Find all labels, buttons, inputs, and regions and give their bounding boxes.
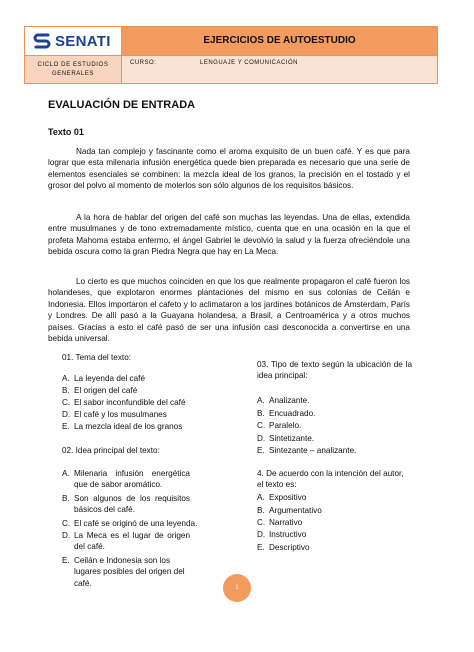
question-1-option-a[interactable] [62, 373, 252, 384]
option-key: B. [257, 506, 265, 515]
question-1-option-b[interactable] [62, 385, 252, 396]
option-key: D. [62, 410, 71, 419]
option-text: El origen del café [74, 386, 138, 395]
paragraph-3: Lo cierto es que muchos coinciden en que los que realmente propagaron el café fueron los holandeses, que explotaron enormes plantaciones del mismo en sus colonias de Ceilán e Indonesia. Ellos importaron el cafeto y lo aclimataron a los jardines botánicos de Ámsterdam, París y Londres. De allí pasó a la Guayana holandesa, a Brasil, a Centroamérica y a otros muchos países. Gracias a esto el café pasó de ser una infusión casi desconocida a convertirse en una bebida universal. [48, 277, 410, 344]
option-text: Narrativo [269, 518, 303, 527]
page-title: EVALUACIÓN DE ENTRADA [48, 99, 196, 111]
option-key: D. [257, 434, 266, 443]
option-text: Son algunos de los requisitos básicos del café. [74, 494, 190, 515]
question-2-label: 02. Idea principal del texto: [62, 446, 160, 455]
question-1-label: 01. Tema del texto: [62, 353, 132, 362]
option-text: El sabor inconfundible del café [74, 398, 186, 407]
question-3-option-b[interactable] [257, 408, 407, 419]
question-3-option-c[interactable] [257, 420, 407, 431]
document-header [24, 26, 438, 84]
question-3-option-a[interactable] [257, 395, 407, 406]
question-2-option-d[interactable] [62, 530, 190, 553]
text-subheading: Texto 01 [48, 127, 84, 137]
option-text: Sintezante – analizante. [269, 446, 357, 455]
option-key: B. [257, 409, 265, 418]
option-text: Paralelo. [269, 421, 302, 430]
logo-text: SENATI [55, 33, 111, 50]
question-3-option-e[interactable] [257, 445, 417, 456]
option-text: La Meca es el lugar de origen del café. [74, 531, 190, 552]
curso-cell [122, 56, 437, 83]
paragraph-2: A la hora de hablar del origen del café son muchas las leyendas. Una de ellas, extendida entre musulmanes y de tono extremadamente místico, cuenta que en una ocasión en la que el profeta Mahoma estaba enfermo, el ángel Gabriel le devolvió la salud y la fuerza ofreciéndole una bebida oscura como la gran Piedra Negra que hay en La Meca. [48, 213, 410, 257]
option-key: B. [62, 386, 70, 395]
question-4-option-c[interactable] [257, 517, 407, 528]
option-key: D. [257, 530, 266, 539]
option-key: C. [257, 421, 266, 430]
question-4-option-d[interactable] [257, 529, 407, 540]
option-key: D. [62, 531, 71, 540]
logo-cell [25, 27, 122, 56]
page-number: 1 [223, 574, 251, 602]
option-text: El café y los musulmanes [74, 410, 167, 419]
option-text: La leyenda del café [74, 374, 146, 383]
option-key: A. [62, 374, 70, 383]
curso-value: LENGUAJE Y COMUNICACIÓN [200, 60, 298, 66]
question-1-option-c[interactable] [62, 397, 252, 408]
option-text: Analizante. [269, 396, 310, 405]
option-text: Descriptivo [269, 543, 310, 552]
option-text: Milenaria infusión energética que de sabor aromático. [74, 469, 190, 490]
question-2-option-a[interactable] [62, 468, 190, 491]
question-4-option-a[interactable] [257, 492, 407, 503]
option-key: A. [257, 396, 265, 405]
option-key: E. [257, 543, 265, 552]
option-text: Encuadrado. [269, 409, 316, 418]
option-text: Sintetizante. [269, 434, 315, 443]
ciclo-label [25, 61, 121, 79]
option-key: C. [62, 398, 71, 407]
senati-logo-icon [32, 32, 52, 50]
ciclo-line-1: CICLO DE ESTUDIOS [37, 62, 109, 68]
paragraph-1: Nada tan complejo y fascinante como el aroma exquisito de un buen café. Y es que para lograr que esta milenaria infusión energética quede bien preparada es necesario que una serie de elementos esenciales se combinen: la mezcla ideal de los granos, la precisión en el tostado y el grosor del polvo al momento de molerlos son sólo algunos de los requisitos básicos. [48, 147, 410, 191]
question-2-option-c[interactable] [62, 518, 252, 529]
option-key: C. [257, 518, 266, 527]
option-text: La mezcla ideal de los granos [74, 422, 183, 431]
question-4-option-b[interactable] [257, 505, 407, 516]
question-4-option-e[interactable] [257, 542, 407, 553]
ciclo-cell [25, 56, 122, 83]
question-3-label: 03. Tipo de texto según la ubicación de la idea principal: [257, 360, 412, 381]
option-key: A. [62, 469, 70, 478]
question-1-option-d[interactable] [62, 409, 252, 420]
option-key: A. [257, 493, 265, 502]
title-cell [122, 27, 437, 56]
option-key: B. [62, 494, 70, 503]
option-key: C. [62, 519, 71, 528]
option-text: Expositivo [269, 493, 307, 502]
option-text: Instructivo [269, 530, 307, 539]
curso-label: CURSO: [130, 60, 157, 66]
question-3-option-d[interactable] [257, 433, 407, 444]
question-2-option-e[interactable] [62, 555, 190, 589]
question-1-option-e[interactable] [62, 421, 252, 432]
option-text: Ceilán e Indonesia son los lugares posibles del origen del café. [74, 556, 185, 588]
option-text: Argumentativo [269, 506, 322, 515]
option-text: El café se originó de una leyenda. [74, 519, 198, 528]
option-key: E. [62, 422, 70, 431]
option-key: E. [257, 446, 265, 455]
ciclo-line-2: GENERALES [51, 71, 95, 77]
document-title: EJERCICIOS DE AUTOESTUDIO [203, 35, 356, 46]
option-key: E. [62, 556, 70, 565]
question-2-option-b[interactable] [62, 493, 190, 516]
question-4-label: 4. De acuerdo con la intención del autor, el texto es: [257, 469, 404, 490]
